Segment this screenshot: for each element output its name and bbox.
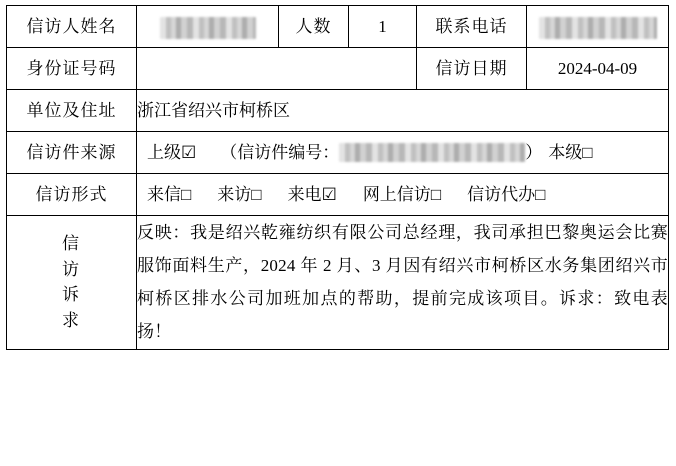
form-option-call-checkbox[interactable]: ☑ [321, 184, 337, 204]
form-option-call-label: 来电 [287, 184, 322, 204]
source-label: 信访件来源 [7, 132, 137, 174]
id-number-value [137, 48, 417, 90]
id-number-label: 身份证号码 [7, 48, 137, 90]
form-option-call[interactable] [288, 182, 337, 208]
appeal-label-char-1: 信 [62, 234, 81, 254]
form-option-letter[interactable] [147, 182, 191, 208]
contact-phone-value [527, 6, 669, 48]
form-option-agent-checkbox[interactable]: □ [535, 184, 546, 204]
form-option-online-checkbox[interactable]: □ [430, 184, 442, 204]
form-option-online-label: 网上信访 [362, 184, 431, 204]
source-superior-checkbox[interactable]: ☑ [181, 142, 197, 162]
table-row-id-date [7, 48, 669, 90]
address-value: 浙江省绍兴市柯桥区 [137, 90, 669, 132]
appeal-label-char-4: 求 [62, 310, 81, 330]
form-option-agent[interactable] [467, 182, 545, 208]
form-option-visit-checkbox[interactable]: □ [251, 184, 262, 204]
redacted-petition-number [339, 143, 525, 162]
table-row-petitioner [7, 6, 669, 48]
appeal-label-char-3: 诉 [62, 285, 81, 305]
appeal-label [7, 216, 137, 350]
petition-date-label: 信访日期 [417, 48, 527, 90]
petitioner-name-label: 信访人姓名 [7, 6, 137, 48]
petitioner-count-value: 1 [349, 6, 417, 48]
source-number-prefix: （信访件编号： [220, 142, 340, 162]
redacted-name [160, 17, 256, 39]
form-option-online[interactable] [363, 182, 441, 208]
table-row-form [7, 174, 669, 216]
table-row-appeal [7, 216, 669, 350]
address-label: 单位及住址 [7, 90, 137, 132]
petition-form-label: 信访形式 [7, 174, 137, 216]
source-local-checkbox[interactable]: □ [582, 142, 593, 162]
petition-registration-table [6, 5, 669, 350]
form-option-visit[interactable] [217, 182, 261, 208]
form-option-agent-label: 信访代办 [467, 184, 536, 204]
form-sheet [0, 5, 676, 466]
appeal-body-cell [137, 216, 669, 350]
source-value-cell [137, 132, 669, 174]
petitioner-count-label: 人数 [279, 6, 349, 48]
source-number-suffix: ） [525, 142, 543, 162]
appeal-text: 反映：我是绍兴乾雍纺织有限公司总经理，我司承担巴黎奥运会比赛服饰面料生产，2024 年 2 月、3 月因有绍兴市柯桥区水务集团绍兴市柯桥区排水公司加班加点的帮助，提前完成该项目。诉求：致电表扬！ [137, 223, 668, 342]
contact-phone-label: 联系电话 [417, 6, 527, 48]
appeal-label-char-2: 访 [62, 259, 81, 279]
source-local-label: 本级 [548, 142, 583, 162]
form-option-letter-checkbox[interactable]: □ [181, 184, 192, 204]
petition-form-options-cell [137, 174, 669, 216]
petition-date-value: 2024-04-09 [527, 48, 669, 90]
source-superior-label: 上级 [147, 142, 181, 162]
form-option-letter-label: 来信 [147, 184, 181, 204]
table-row-source [7, 132, 669, 174]
form-option-visit-label: 来访 [217, 184, 252, 204]
petitioner-name-value [137, 6, 279, 48]
redacted-phone [539, 17, 657, 39]
table-row-address [7, 90, 669, 132]
